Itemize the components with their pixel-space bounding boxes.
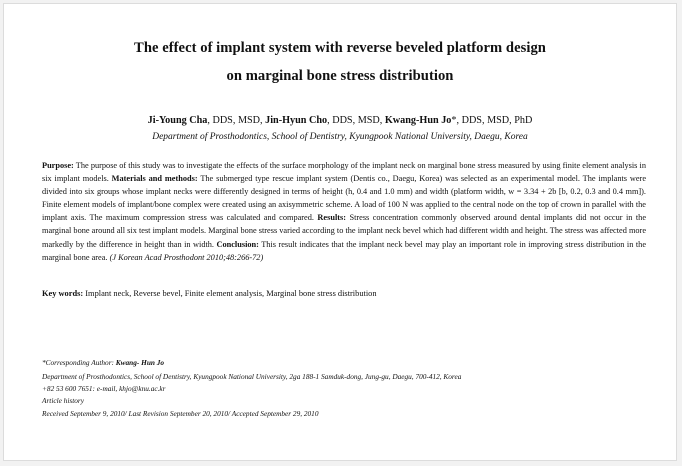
purpose-label: Purpose:	[42, 161, 74, 170]
methods-text: The submerged type rescue implant system (Dentis co., Daegu, Korea) was selected as an experimental model. The implants were divided into six groups whose implant necks were differently designed in terms of height (h, 0.4 and 1.0 mm) and width (platform width, w = 3.34 + 2b [b, 0.2, 0.3 and 0.4 mm]). Finite element models of implant/bone complex were created using an axisymmetric scheme. A load of 100 N was applied to the central node on the top of crown in parallel with the implant axis. The maximum compression stress was calculated and compared.	[42, 174, 647, 223]
corresponding-author	[42, 358, 646, 368]
author-degree: *, DDS, MSD, PhD	[451, 115, 533, 126]
author-degree: , DDS, MSD,	[327, 115, 385, 126]
conclusion-label: Conclusion:	[216, 239, 259, 249]
author-name: Ji-Young Cha	[147, 115, 208, 126]
title-line-1: The effect of implant system with reverse beveled platform design	[134, 40, 546, 56]
corresponding-label: *Corresponding Author:	[42, 358, 116, 367]
article-history-dates: Received September 9, 2010/ Last Revision September 20, 2010/ Accepted September 29, 2010	[42, 409, 319, 418]
article-history-label: Article history	[42, 396, 84, 405]
keywords-text: Implant neck, Reverse bevel, Finite element analysis, Marginal bone stress distribution	[83, 289, 377, 298]
author-name: Jin-Hyun Cho	[265, 115, 328, 126]
keywords-label: Key words:	[42, 289, 84, 298]
author-degree: , DDS, MSD,	[207, 115, 266, 126]
results-label: Results:	[317, 213, 346, 223]
results-text: Stress concentration commonly observed around dental implants did not occur in the marginal bone around all six test implant models. Marginal bone stress varied according to the implant neck bevel which had different width and height. The stress was affected more markedly by the difference in height than in width.	[42, 213, 646, 249]
citation: (J Korean Acad Prosthodont 2010;48:266-72)	[109, 252, 264, 262]
title-line-2: on marginal bone stress distribution	[226, 68, 454, 84]
conclusion-text: This result indicates that the implant neck bevel may play an important role in improving stress distribution in the marginal bone area.	[42, 239, 647, 262]
author-contact: +82 53 600 7651: e-mail, khjo@knu.ac.kr	[42, 384, 166, 393]
affiliation: Department of Prosthodontics, School of Dentistry, Kyungpook National University, Daegu, Korea	[152, 132, 528, 142]
author-address: Department of Prosthodontics, School of Dentistry, Kyungpook National University, 2ga 188-1 Samduk-dong, Jung-gu, Daegu, 700-412, Korea	[42, 372, 462, 381]
corresponding-name: Kwang- Hun Jo	[115, 358, 165, 367]
author-list	[4, 115, 676, 126]
paper-page	[3, 3, 677, 461]
author-name: Kwang-Hun Jo	[384, 115, 452, 126]
abstract	[42, 159, 646, 264]
purpose-text: The purpose of this study was to investigate the effects of the surface morphology of the implant neck on marginal bone stress measured by using finite element analysis in six implant models.	[42, 161, 646, 184]
keywords	[42, 289, 646, 298]
methods-label: Materials and methods:	[111, 174, 198, 184]
